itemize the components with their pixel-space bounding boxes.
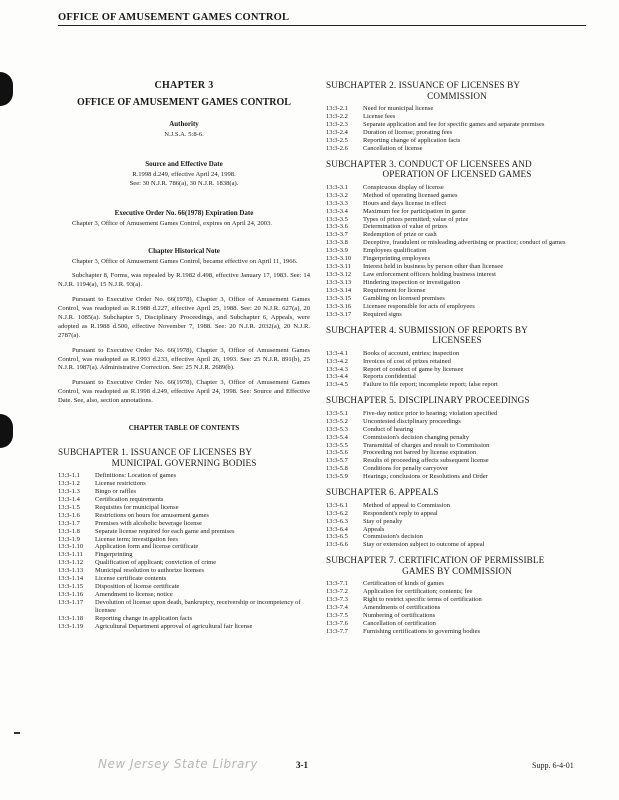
toc-entry (58, 543, 310, 551)
toc-entry (58, 623, 310, 631)
toc-list (326, 580, 588, 635)
toc-entry (58, 567, 310, 575)
section-number: 13:3-4.2 (326, 357, 348, 365)
section-number: 13:3-1.19 (58, 622, 84, 630)
authority-heading: Authority (169, 120, 199, 128)
toc-entry (326, 239, 588, 247)
section-title: Reporting change of application facts (363, 136, 461, 144)
section-number: 13:3-3.13 (326, 278, 352, 286)
section-number: 13:3-3.5 (326, 215, 348, 223)
section-number: 13:3-6.6 (326, 541, 348, 549)
toc-entry (326, 311, 588, 319)
section-title: Duration of license; prorating fees (363, 128, 453, 136)
section-number: 13:3-6.2 (326, 509, 348, 517)
section-title: Agricultural Department approval of agricultural fair license (95, 622, 253, 630)
page-number: 3-1 (296, 760, 308, 770)
toc-entry (326, 620, 588, 628)
section-number: 13:3-3.2 (326, 191, 348, 199)
subchapter-heading: SUBCHAPTER 5. DISCIPLINARY PROCEEDINGS (326, 395, 530, 406)
section-title: Hours and days license in effect (363, 199, 447, 207)
section-number: 13:3-5.8 (326, 465, 348, 473)
section-number: 13:3-2.5 (326, 136, 348, 144)
subchapter-heading: SUBCHAPTER 3. CONDUCT OF LICENSEES AND OPERATION OF LICENSED GAMES (326, 158, 532, 180)
section-title: Restrictions on hours for amusement games (95, 511, 209, 519)
toc-entry (326, 192, 588, 200)
section-title: Commission's decision (363, 533, 423, 541)
section-number: 13:3-1.15 (58, 583, 84, 591)
supplement-date: Supp. 6-4-01 (532, 761, 574, 770)
historical-paragraph: Subchapter 8, Forms, was repealed by R.1982 d.498, effective January 17, 1983. See: 14 N.J.R. 1194(a), 15 N.J.R. 93(a). (58, 272, 310, 289)
section-number: 13:3-3.10 (326, 255, 352, 263)
section-title: Conspicuous display of license (363, 183, 444, 191)
toc-list (326, 350, 588, 390)
section-number: 13:3-1.14 (58, 575, 84, 583)
section-number: 13:3-6.1 (326, 501, 348, 509)
toc-entry (326, 231, 588, 239)
subchapter-heading: SUBCHAPTER 6. APPEALS (326, 487, 439, 498)
section-number: 13:3-1.7 (58, 519, 80, 527)
section-title: Application for certification; contents; fee (363, 588, 473, 596)
toc-entry (58, 536, 310, 544)
toc-entry (326, 295, 588, 303)
section-number: 13:3-3.3 (326, 199, 348, 207)
section-title: Cancellation of license (363, 144, 423, 152)
section-title: Transmittal of charges and result to Commission (363, 441, 490, 449)
section-number: 13:3-5.6 (326, 449, 348, 457)
section-title: Disposition of license certificate (95, 583, 180, 591)
toc-entry (58, 504, 310, 512)
section-title: Reporting change in application facts (95, 614, 193, 622)
toc-entry (58, 512, 310, 520)
section-title: Conduct of hearing (363, 425, 414, 433)
section-title: Appeals (363, 525, 385, 533)
section-title: Separate application and fee for specific games and separate premises (363, 121, 545, 128)
section-number: 13:3-1.17 (58, 598, 84, 606)
section-title: Method of appeal to Commission (363, 501, 451, 509)
section-title: Qualification of applicant; conviction of crime (95, 559, 217, 567)
section-number: 13:3-4.4 (326, 373, 348, 381)
toc-entry (58, 528, 310, 536)
section-number: 13:3-5.4 (326, 433, 348, 441)
section-title: Determination of value of prizes (363, 223, 448, 231)
toc-entry (326, 580, 588, 588)
toc-entry (326, 541, 588, 549)
source-heading: Source and Effective Date (145, 159, 223, 168)
toc-entry (326, 105, 588, 113)
toc-entry (58, 615, 310, 623)
toc-entry (326, 263, 588, 271)
section-title: Types of prizes permitted; value of prize (363, 215, 469, 223)
toc-entry (326, 208, 588, 216)
toc-entry (326, 184, 588, 192)
section-title: Invoices of cost of prizes retained (363, 357, 451, 365)
toc-entry (326, 410, 588, 418)
section-title: Five-day notice prior to hearing; violation specified (363, 409, 498, 417)
toc-entry (58, 480, 310, 488)
toc-entry (58, 599, 310, 615)
toc-entry (326, 129, 588, 137)
section-title: Certification of kinds of games (363, 580, 444, 588)
historical-paragraph: Pursuant to Executive Order No. 66(1978), Chapter 3, Office of Amusement Games Control, was readopted as R.1993 d.233, effective April 26, 1993. See: 25 N.J.R. 891(b), 25 N.J.R. 1987(a). Administrative Correction. See: 25 N.J.R. 2689(b). (58, 346, 310, 372)
section-number: 13:3-5.5 (326, 441, 348, 449)
section-number: 13:3-1.10 (58, 543, 84, 551)
section-number: 13:3-7.2 (326, 588, 348, 596)
margin-mark (14, 732, 20, 734)
section-title: Application form and license certificate (95, 543, 199, 551)
section-number: 13:3-1.4 (58, 495, 80, 503)
section-number: 13:3-2.6 (326, 144, 348, 152)
section-title: Proceeding not barred by license expiration (363, 449, 477, 457)
toc-entry (326, 350, 588, 358)
source-line: See: 30 N.J.R. 786(a), 30 N.J.R. 1838(a). (129, 179, 239, 187)
toc-entry (58, 488, 310, 496)
section-number: 13:3-3.6 (326, 223, 348, 231)
toc-entry (326, 145, 588, 153)
section-title: Certification requirements (95, 495, 164, 503)
library-watermark: New Jersey State Library (98, 757, 258, 771)
section-title: License restrictions (95, 480, 146, 488)
chapter-title: OFFICE OF AMUSEMENT GAMES CONTROL (77, 97, 291, 108)
section-number: 13:3-5.9 (326, 473, 348, 481)
authority-text: N.J.S.A. 5:8-6. (164, 131, 204, 138)
section-title: Maximum fee for participation in game (363, 207, 466, 215)
toc-entry (58, 520, 310, 528)
toc-entry (326, 366, 588, 374)
section-title: Gambling on licensed premises (363, 294, 445, 302)
section-title: License certificate contents (95, 575, 167, 583)
toc-entry (326, 604, 588, 612)
right-column (326, 80, 588, 642)
section-number: 13:3-1.9 (58, 535, 80, 543)
left-column (58, 80, 310, 637)
section-title: Definitions: Location of games (95, 472, 177, 480)
section-number: 13:3-2.3 (326, 121, 348, 128)
section-number: 13:3-1.11 (58, 551, 83, 559)
toc-entry (326, 113, 588, 121)
toc-entry (58, 551, 310, 559)
section-number: 13:3-1.16 (58, 591, 84, 599)
toc-entry (58, 575, 310, 583)
subchapter-heading: SUBCHAPTER 7. CERTIFICATION OF PERMISSIBLE GAMES BY COMMISSION (326, 555, 545, 576)
toc-list (326, 410, 588, 481)
section-number: 13:3-2.4 (326, 128, 348, 136)
section-number: 13:3-1.8 (58, 527, 80, 535)
toc-entry (326, 588, 588, 596)
section-title: Commission's decision changing penalty (363, 433, 470, 441)
section-number: 13:3-2.2 (326, 113, 348, 121)
toc-entry (326, 200, 588, 208)
section-title: Amendment to license; notice (95, 591, 173, 599)
section-title: Amendments of certifications (363, 604, 441, 612)
section-number: 13:3-5.1 (326, 409, 348, 417)
page-tab-mark (0, 414, 13, 448)
section-title: Deceptive, fraudulent or misleading advertising or practice; conduct of games (363, 239, 566, 247)
section-number: 13:3-6.4 (326, 525, 348, 533)
section-title: Employees qualification (363, 247, 427, 255)
section-number: 13:3-1.1 (58, 472, 80, 480)
toc-list (58, 472, 310, 630)
section-title: Right to restrict specific terms of certification (363, 596, 482, 604)
running-header: OFFICE OF AMUSEMENT GAMES CONTROL (58, 12, 586, 26)
section-number: 13:3-6.5 (326, 533, 348, 541)
section-title: Requirement for license (363, 286, 426, 294)
toc-entry (326, 271, 588, 279)
section-number: 13:3-4.1 (326, 349, 348, 357)
toc-entry (58, 583, 310, 591)
section-number: 13:3-7.7 (326, 627, 348, 635)
section-title: Requisites for municipal license (95, 503, 179, 511)
toc-entry (326, 465, 588, 473)
toc-entry (326, 612, 588, 620)
historical-paragraph: Pursuant to Executive Order No. 66(1978), Chapter 3, Office of Amusement Games Control, was readopted as R.1988 d.227, effective April 25, 1988. See: 20 N.J.R. 627(a), 20 N.J.R. 1085(a). Subchapter 5, Disciplinary Proceedings, and Subchapter 6, Appeals, were adopted as R.1988 d.500, effective November 7, 1988. See: 20 N.J.R. 2032(a), 20 N.J.R. 2787(a). (58, 296, 310, 339)
toc-entry (326, 247, 588, 255)
section-title: Stay of penalty (363, 517, 403, 525)
subchapter-heading: SUBCHAPTER 2. ISSUANCE OF LICENSES BY COMMISSION (326, 80, 521, 101)
section-title: Failure to file report; incomplete report; false report (363, 381, 498, 389)
source-line: R.1998 d.249, effective April 24, 1998. (132, 170, 236, 178)
section-number: 13:3-3.11 (326, 263, 351, 271)
section-number: 13:3-2.1 (326, 105, 348, 113)
toc-entry (326, 121, 588, 129)
section-title: Hindering inspection or investigation (363, 278, 460, 286)
section-title: Bingo or raffles (95, 488, 137, 496)
section-title: Furnishing certifications to governing bodies (363, 627, 480, 635)
section-title: Hearings; conclusions or Resolutions and Order (363, 473, 488, 481)
toc-entry (326, 303, 588, 311)
toc-entry (326, 279, 588, 287)
section-number: 13:3-7.3 (326, 596, 348, 604)
section-title: Results of proceeding affects subsequent license (363, 457, 489, 465)
section-number: 13:3-1.3 (58, 488, 80, 496)
section-title: Municipal resolution to authorize licenses (95, 567, 205, 575)
section-number: 13:3-3.8 (326, 239, 348, 247)
section-title: Fingerprinting (95, 551, 133, 559)
section-title: License fees (363, 113, 396, 121)
section-title: Fingerprinting employees (363, 255, 430, 263)
toc-list (326, 105, 588, 153)
section-number: 13:3-7.4 (326, 604, 348, 612)
section-title: Premises with alcoholic beverage license (95, 519, 202, 527)
section-number: 13:3-1.12 (58, 559, 84, 567)
section-number: 13:3-3.12 (326, 270, 352, 278)
section-number: 13:3-3.17 (326, 310, 352, 318)
section-title: Required signs (363, 310, 402, 318)
section-title: License term; investigation fees (95, 535, 178, 543)
subchapter-heading: SUBCHAPTER 1. ISSUANCE OF LICENSES BY MUNICIPAL GOVERNING BODIES (58, 447, 257, 468)
eo-heading: Executive Order No. 66(1978) Expiration Date (114, 208, 254, 217)
section-title: Conditions for penalty carryover (363, 465, 449, 473)
toc-list (326, 184, 588, 319)
section-title: Stay or extension subject to outcome of appeal (363, 541, 485, 549)
toc-entry (326, 287, 588, 295)
section-title: Report of conduct of game by licensee (363, 365, 464, 373)
toc-entry (326, 533, 588, 541)
section-title: Cancellation of certification (363, 620, 436, 628)
section-title: Method of operating licensed games (363, 191, 458, 199)
toc-entry (326, 216, 588, 224)
toc-entry (326, 358, 588, 366)
toc-entry (326, 473, 588, 481)
historical-note-heading: Chapter Historical Note (148, 246, 220, 255)
page-tab-mark (0, 72, 13, 106)
section-number: 13:3-3.14 (326, 286, 352, 294)
section-number: 13:3-1.2 (58, 480, 80, 488)
toc-list (326, 502, 588, 550)
section-number: 13:3-5.2 (326, 417, 348, 425)
section-number: 13:3-3.15 (326, 294, 352, 302)
section-number: 13:3-3.4 (326, 207, 348, 215)
toc-entry (326, 449, 588, 457)
section-number: 13:3-1.5 (58, 503, 80, 511)
section-number: 13:3-7.1 (326, 580, 348, 588)
section-number: 13:3-4.3 (326, 365, 348, 373)
toc-entry (326, 457, 588, 465)
section-number: 13:3-1.6 (58, 511, 80, 519)
section-number: 13:3-3.9 (326, 247, 348, 255)
section-title: Interest held in business by person other than licensee (363, 263, 504, 271)
section-number: 13:3-1.18 (58, 614, 84, 622)
toc-entry (326, 526, 588, 534)
section-number: 13:3-5.3 (326, 425, 348, 433)
historical-paragraph: Chapter 3, Office of Amusement Games Control, became effective on April 11, 1966. (72, 257, 298, 265)
section-number: 13:3-4.5 (326, 381, 348, 389)
toc-entry (326, 442, 588, 450)
toc-entry (58, 559, 310, 567)
toc-entry (58, 472, 310, 480)
section-title: Respondent's reply to appeal (363, 509, 438, 517)
section-number: 13:3-6.3 (326, 517, 348, 525)
toc-entry (326, 510, 588, 518)
toc-entry (326, 426, 588, 434)
section-number: 13:3-7.6 (326, 620, 348, 628)
toc-entry (58, 496, 310, 504)
section-number: 13:3-1.13 (58, 567, 84, 575)
section-number: 13:3-3.1 (326, 183, 348, 191)
toc-entry (326, 628, 588, 636)
toc-entry (326, 223, 588, 231)
section-title: Books of account, entries; inspection (363, 349, 460, 357)
section-number: 13:3-3.16 (326, 302, 352, 310)
subchapter-heading: SUBCHAPTER 4. SUBMISSION OF REPORTS BY LICENSEES (326, 324, 528, 346)
toc-entry (326, 596, 588, 604)
section-title: Licensee responsible for acts of employees (363, 302, 475, 310)
toc-entry (58, 591, 310, 599)
toc-entry (326, 373, 588, 381)
toc-heading: CHAPTER TABLE OF CONTENTS (128, 424, 240, 433)
toc-entry (326, 518, 588, 526)
chapter-number: CHAPTER 3 (154, 80, 214, 91)
section-title: Uncontested disciplinary proceedings (363, 417, 461, 425)
section-title: Separate license required for each game and premises (95, 527, 235, 535)
toc-entry (326, 502, 588, 510)
section-number: 13:3-7.5 (326, 612, 348, 620)
section-title: Reports confidential (363, 373, 416, 381)
section-title: Law enforcement officers holding business interest (363, 270, 496, 278)
section-number: 13:3-5.7 (326, 457, 348, 465)
eo-text: Chapter 3, Office of Amusement Games Control, expires on April 24, 2003. (72, 219, 273, 227)
section-title: Need for municipal license (363, 105, 434, 113)
toc-entry (326, 381, 588, 389)
section-title: Devolution of license upon death, bankruptcy, receivership or incompetency of licensee (95, 598, 301, 614)
toc-entry (326, 434, 588, 442)
toc-entry (326, 137, 588, 145)
toc-entry (326, 255, 588, 263)
section-title: Numbering of certifications (363, 612, 436, 620)
section-number: 13:3-3.7 (326, 231, 348, 239)
toc-entry (326, 418, 588, 426)
section-title: Redemption of prize or cash (363, 231, 437, 239)
historical-paragraph: Pursuant to Executive Order No. 66(1978), Chapter 3, Office of Amusement Games Control, was readopted as R.1998 d.249, effective April 24, 1998. See: Source and Effective Date. See, also, section annotations. (58, 379, 310, 405)
